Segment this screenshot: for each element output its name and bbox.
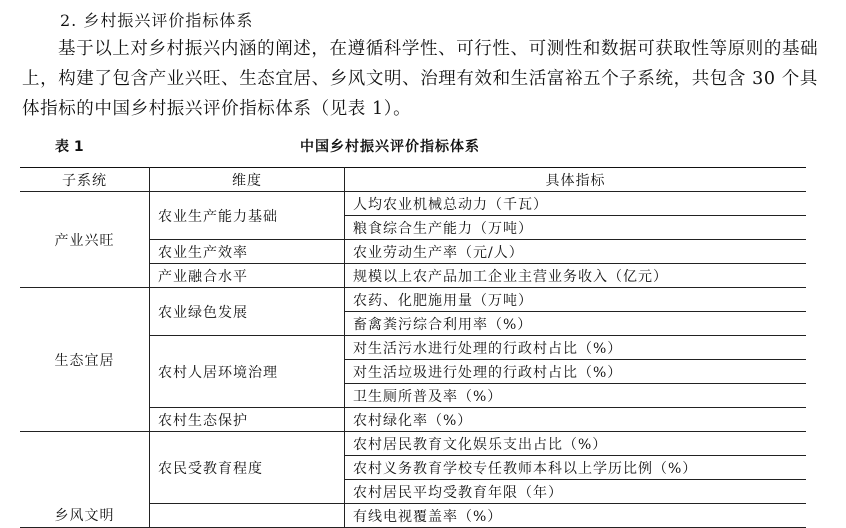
dimension-cell: 农业生产能力基础 <box>150 192 345 240</box>
table-label: 表 1 <box>55 139 84 155</box>
indicator-cell: 人均农业机械总动力（千瓦） <box>345 192 807 216</box>
dimension-cell <box>150 504 345 528</box>
intro-paragraph-text: 基于以上对乡村振兴内涵的阐述，在遵循科学性、可行性、可测性和数据可获取性等原则的基础上，构建了包含产业兴旺、生态宜居、乡风文明、治理有效和生活富裕五个子系统，共包含 30 个具体指标的中国乡村振兴评价指标体系（见表 1）。 <box>22 39 819 119</box>
section-heading: 2. 乡村振兴评价指标体系 <box>60 11 254 30</box>
indicator-cell: 有线电视覆盖率（%） <box>345 504 807 528</box>
indicator-cell: 农业劳动生产率（元/人） <box>345 240 807 264</box>
header-indicator: 具体指标 <box>345 168 807 192</box>
indicator-cell: 畜禽粪污综合利用率（%） <box>345 312 807 336</box>
indicator-cell: 农村居民平均受教育年限（年） <box>345 480 807 504</box>
subsystem-cell: 产业兴旺 <box>20 192 150 288</box>
dimension-cell: 农民受教育程度 <box>150 432 345 504</box>
table-row <box>20 192 806 216</box>
indicator-cell: 农药、化肥施用量（万吨） <box>345 288 807 312</box>
indicator-cell: 规模以上农产品加工企业主营业务收入（亿元） <box>345 264 807 288</box>
table-title: 中国乡村振兴评价指标体系 <box>300 139 480 155</box>
indicator-cell: 农村居民教育文化娱乐支出占比（%） <box>345 432 807 456</box>
dimension-cell: 农村生态保护 <box>150 408 345 432</box>
dimension-cell: 农业生产效率 <box>150 240 345 264</box>
indicator-cell: 农村绿化率（%） <box>345 408 807 432</box>
subsystem-cell: 生态宜居 <box>20 288 150 432</box>
table-row <box>20 432 806 456</box>
indicator-cell: 粮食综合生产能力（万吨） <box>345 216 807 240</box>
table-header-row <box>20 168 806 192</box>
dimension-cell: 农业绿色发展 <box>150 288 345 336</box>
indicator-cell: 对生活污水进行处理的行政村占比（%） <box>345 336 807 360</box>
intro-paragraph <box>22 34 822 124</box>
table-row <box>20 288 806 312</box>
indicator-cell: 卫生厕所普及率（%） <box>345 384 807 408</box>
dimension-cell: 产业融合水平 <box>150 264 345 288</box>
header-dimension: 维度 <box>150 168 345 192</box>
indicator-cell: 对生活垃圾进行处理的行政村占比（%） <box>345 360 807 384</box>
subsystem-cell: 乡风文明 <box>20 432 150 528</box>
indicator-cell: 农村义务教育学校专任教师本科以上学历比例（%） <box>345 456 807 480</box>
header-subsystem: 子系统 <box>20 168 150 192</box>
dimension-cell: 农村人居环境治理 <box>150 336 345 408</box>
indicator-table <box>20 167 806 528</box>
